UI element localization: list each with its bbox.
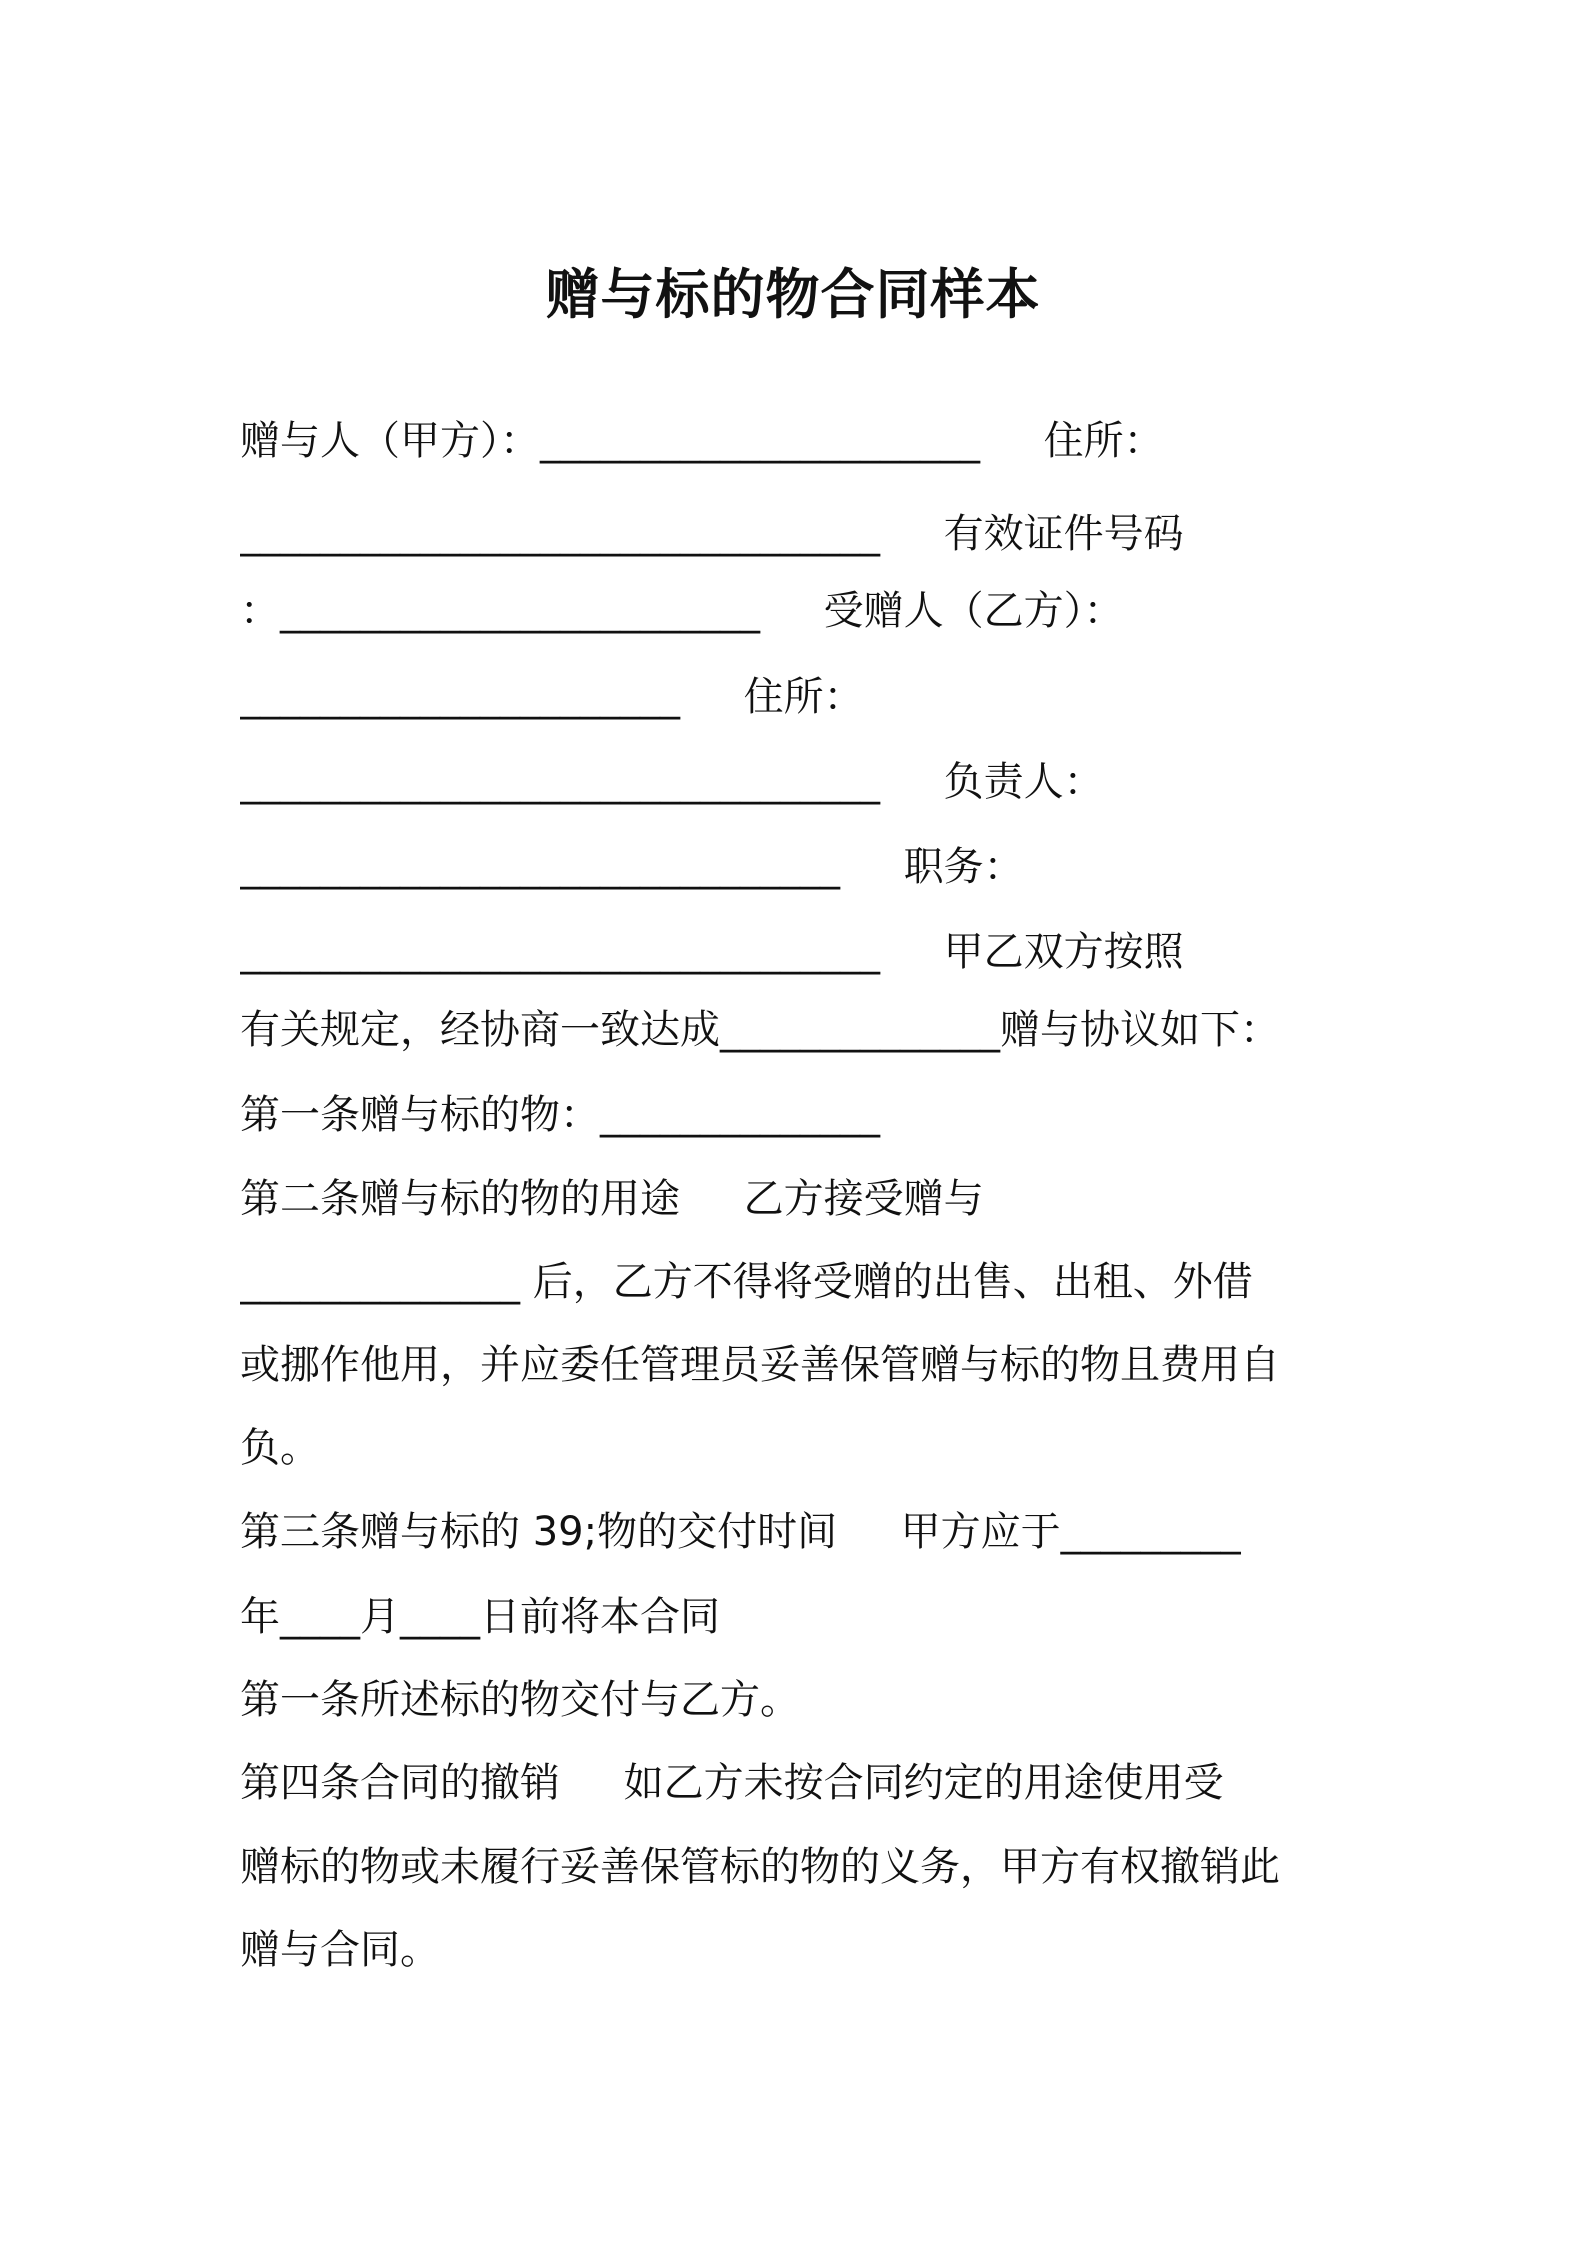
body-line-2: ________________________________ 有效证件号码 bbox=[240, 511, 1184, 557]
body-line-11: ______________ 后，乙方不得将受赠的出售、出租、外借 bbox=[240, 1259, 1253, 1305]
body-line-13: 负。 bbox=[240, 1425, 320, 1471]
body-line-19: 赠与合同。 bbox=[240, 1927, 440, 1973]
body-line-8: 有关规定，经协商一致达成______________赠与协议如下： bbox=[240, 1007, 1280, 1053]
body-line-4: ______________________ 住所： bbox=[240, 674, 864, 720]
body-line-10: 第二条赠与标的物的用途 乙方接受赠与 bbox=[240, 1176, 984, 1222]
body-line-18: 赠标的物或未履行妥善保管标的物的义务，甲方有权撤销此 bbox=[240, 1844, 1280, 1890]
body-line-5: ________________________________ 负责人： bbox=[240, 759, 1104, 805]
body-line-3: ：________________________ 受赠人（乙方）： bbox=[240, 588, 1124, 634]
body-line-15: 年____月____日前将本合同 bbox=[240, 1594, 720, 1640]
body-line-17: 第四条合同的撤销 如乙方未按合同约定的用途使用受 bbox=[240, 1760, 1224, 1806]
body-line-6: ______________________________ 职务： bbox=[240, 844, 1024, 890]
body-line-7: ________________________________ 甲乙双方按照 bbox=[240, 929, 1184, 975]
body-line-12: 或挪作他用，并应委任管理员妥善保管赠与标的物且费用自 bbox=[240, 1342, 1280, 1388]
body-line-9: 第一条赠与标的物：______________ bbox=[240, 1092, 880, 1138]
body-line-14: 第三条赠与标的 39;物的交付时间 甲方应于_________ bbox=[240, 1509, 1241, 1555]
body-line-16: 第一条所述标的物交付与乙方。 bbox=[240, 1677, 800, 1723]
body-line-1: 赠与人（甲方）：______________________ 住所： bbox=[240, 418, 1164, 464]
document-title: 赠与标的物合同样本 bbox=[545, 263, 1041, 326]
